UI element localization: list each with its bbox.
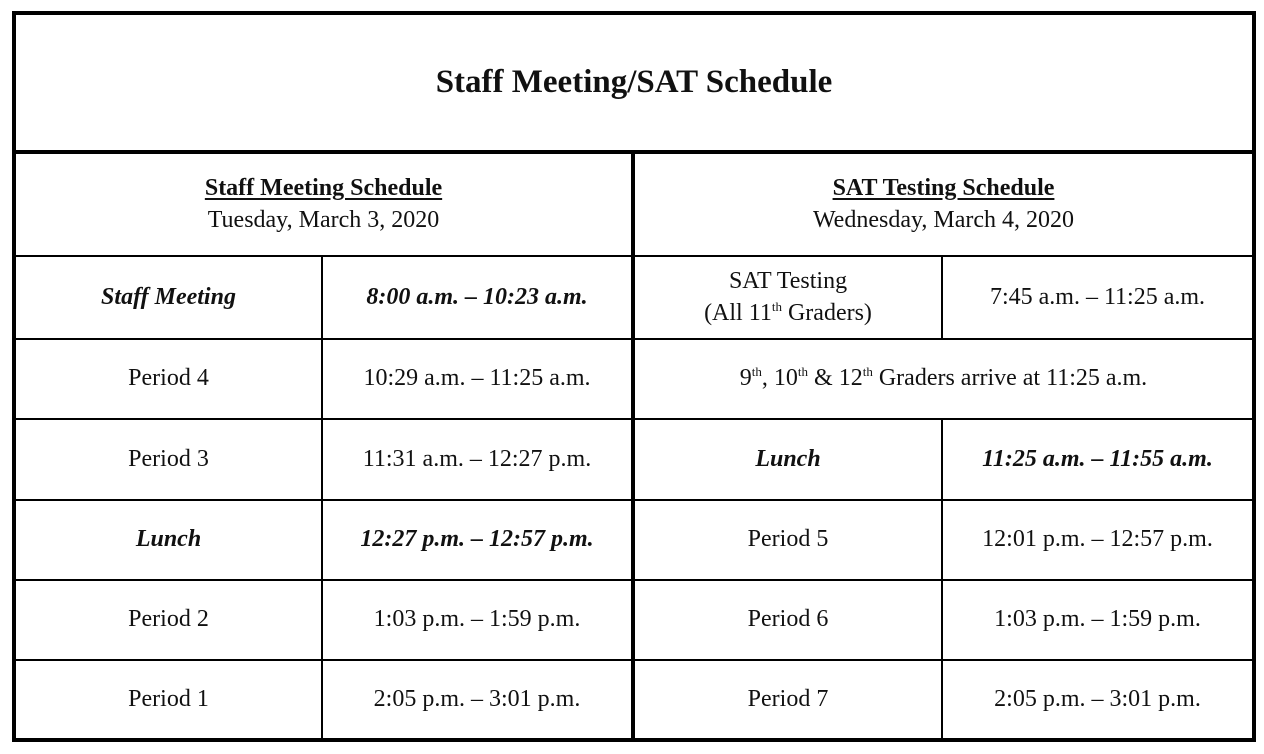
sat-testing-line2-sup: th [771,298,782,314]
staff-period-1-time: 2:05 p.m. – 3:01 p.m. [322,660,633,741]
table-row [14,256,1254,338]
staff-period-4-label: Period 4 [14,339,322,419]
table-row [14,500,1254,580]
staff-meeting-time: 8:00 a.m. – 10:23 a.m. [322,256,633,338]
sat-header-cell [633,152,1254,257]
staff-period-3-time: 11:31 a.m. – 12:27 p.m. [322,419,633,499]
table-row [14,339,1254,419]
staff-lunch-time: 12:27 p.m. – 12:57 p.m. [322,500,633,580]
staff-period-1-label: Period 1 [14,660,322,741]
table-row [14,580,1254,659]
sat-schedule-date: Wednesday, March 4, 2020 [812,206,1075,233]
sat-lunch-time: 11:25 a.m. – 11:55 a.m. [942,419,1254,499]
arrival-9: 9 [739,365,752,392]
staff-lunch-label: Lunch [14,500,322,580]
staff-period-3-label: Period 3 [14,419,322,499]
staff-schedule-date: Tuesday, March 3, 2020 [207,206,440,233]
sat-lunch-label: Lunch [633,419,942,499]
sat-period-5-time: 12:01 p.m. – 12:57 p.m. [942,500,1254,580]
table-row [14,419,1254,499]
title-row [14,13,1254,152]
table-row [14,660,1254,741]
arrival-text: Graders arrive at 11:25 a.m. [872,365,1148,392]
schedule-table [12,11,1256,742]
sat-period-5-label: Period 5 [633,500,942,580]
staff-period-2-time: 1:03 p.m. – 1:59 p.m. [322,580,633,659]
sat-schedule-heading: SAT Testing Schedule [832,175,1055,202]
page-title: Staff Meeting/SAT Schedule [435,63,833,100]
sat-testing-line2 [704,300,872,326]
sat-testing-time: 7:45 a.m. – 11:25 a.m. [942,256,1254,338]
staff-meeting-label: Staff Meeting [14,256,322,338]
sat-testing-label [633,256,942,338]
staff-schedule-heading: Staff Meeting Schedule [204,175,443,202]
sat-testing-line2-pre: (All 11 [704,299,772,326]
sat-period-7-time: 2:05 p.m. – 3:01 p.m. [942,660,1254,741]
arrival-note [633,339,1254,419]
arrival-12: & 12 [808,365,863,392]
staff-header-cell [14,152,633,257]
staff-period-2-label: Period 2 [14,580,322,659]
staff-period-4-time: 10:29 a.m. – 11:25 a.m. [322,339,633,419]
section-header-row [14,152,1254,257]
sat-testing-line1: SAT Testing [728,268,848,295]
sat-period-6-label: Period 6 [633,580,942,659]
arrival-sup-2: th [797,364,809,380]
sat-testing-line2-post: Graders) [781,299,872,326]
sat-period-6-time: 1:03 p.m. – 1:59 p.m. [942,580,1254,659]
arrival-sup-1: th [751,364,762,380]
arrival-sup-3: th [862,364,873,380]
title-cell [14,13,1254,152]
sat-period-7-label: Period 7 [633,660,942,741]
arrival-10: , 10 [761,365,798,392]
